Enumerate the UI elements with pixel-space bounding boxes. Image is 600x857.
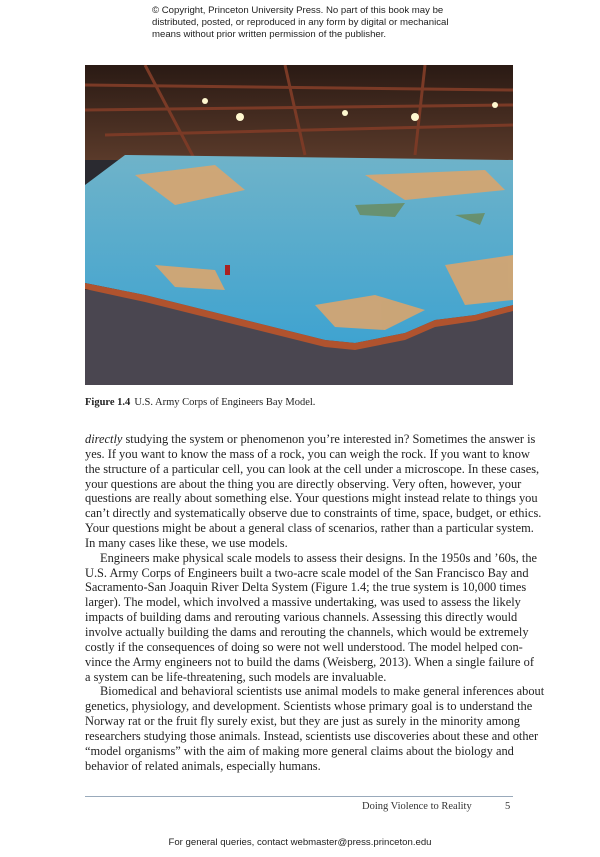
text-line: yes. If you want to know the mass of a rock, you can weigh the rock. If you want to know (85, 446, 530, 461)
text-line: Engineers make physical scale models to assess their designs. In the 1950s and ’60s, the (100, 550, 538, 565)
copyright-line: distributed, posted, or reproduced in any form by digital or mechanical (152, 17, 449, 28)
footer-contact: For general queries, contact webmaster@press.princeton.edu (168, 837, 432, 848)
text-line: U.S. Army Corps of Engineers built a two-acre scale model of the San Francisco Bay and (85, 565, 529, 580)
text-line: your questions are about the thing you are directly observing. Very often, however, your (85, 476, 522, 491)
text-line: questions are really about something else. Your questions might instead relate to things you (85, 491, 538, 506)
bay-model-photo (85, 65, 513, 385)
text-line: costly if the consequences of doing so were not well understood. The model helped con- (85, 639, 523, 654)
emphasis: directly (85, 432, 123, 446)
text-line: impacts of building dams and rerouting various channels. Assessing this directly would (85, 610, 518, 625)
text-line: “model organisms” with the aim of making more general claims about the biology and (85, 743, 514, 758)
text-line: involve actually building the dams and rerouting the channels, which would be extremely (85, 624, 529, 639)
figure-caption-text: U.S. Army Corps of Engineers Bay Model. (134, 397, 316, 408)
text-line: Sacramento-San Joaquin River Delta System (Figure 1.4; the true system is 10,000 times (85, 580, 527, 595)
body-text (85, 432, 545, 773)
copyright-notice (0, 5, 600, 41)
copyright-line: means without prior written permission of the publisher. (152, 29, 387, 40)
text-line: vince the Army engineers not to build the dams (Weisberg, 2013). When a single failure of (85, 654, 534, 669)
text-line: genetics, physiology, and development. Scientists whose primary goal is to understand the (85, 699, 533, 714)
text-span: studying the system or phenomenon you’re interested in? Sometimes the answer is (122, 432, 536, 446)
figure-label: Figure 1.4 (85, 397, 131, 408)
text-line: Biomedical and behavioral scientists use animal models to make general inferences about (100, 684, 545, 699)
text-line: Norway rat or the fruit fly surely exist, but they are just as surely in the minority among (85, 714, 520, 729)
text-line: the structure of a particular cell, you can look at the cell under a microscope. In these cases, (85, 461, 540, 476)
figure-caption (85, 397, 315, 408)
text-line: researchers studying those animals. Instead, scientists use discoveries about these and other (85, 728, 539, 743)
copyright-line: © Copyright, Princeton University Press. No part of this book may be (152, 5, 444, 16)
text-line: behavior of related animals, especially humans. (85, 758, 321, 773)
text-line: In many cases like these, we use models. (85, 535, 288, 550)
text-line: can’t directly and systematically observe due to constraints of time, space, budget, or ethics. (85, 506, 542, 521)
page-number: 5 (505, 801, 511, 812)
text-line: a system can be life-threatening, such models are invaluable. (85, 669, 387, 684)
text-line (85, 432, 536, 447)
footer-rule (85, 796, 513, 797)
running-head: Doing Violence to Reality (362, 801, 472, 812)
text-line: Your questions might be about a general class of scenarios, rather than a particular system. (85, 521, 534, 536)
text-line: larger). The model, which involved a massive undertaking, was used to assess the likely (85, 595, 521, 610)
